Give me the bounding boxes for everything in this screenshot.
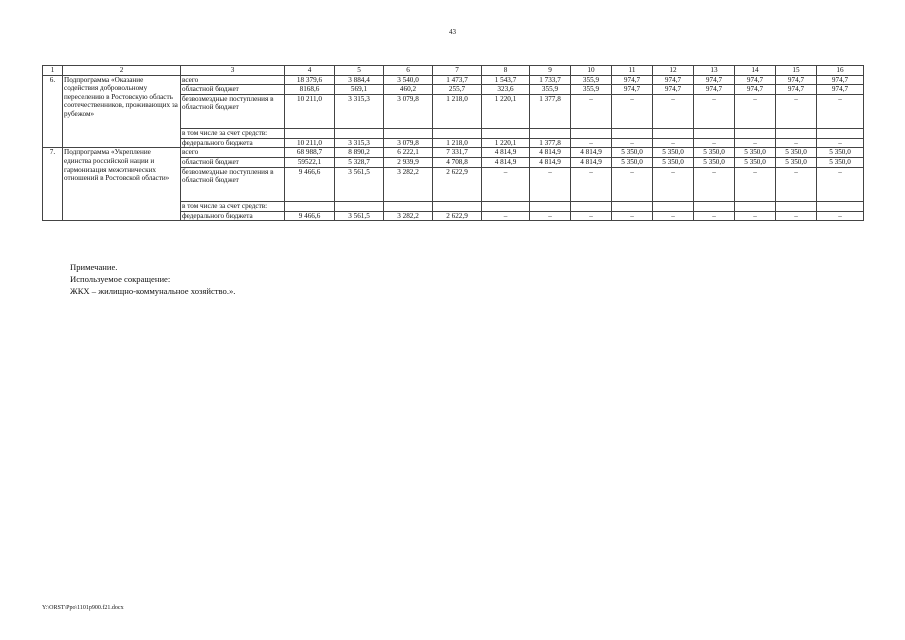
column-header: 1 bbox=[43, 66, 63, 76]
amount-cell: 974,7 bbox=[653, 85, 694, 95]
amount-cell: 355,9 bbox=[571, 85, 612, 95]
amount-cell: 8 890,2 bbox=[335, 148, 384, 158]
amount-cell: 6 222,1 bbox=[384, 148, 433, 158]
amount-cell: 5 328,7 bbox=[335, 157, 384, 167]
budget-table bbox=[42, 65, 864, 221]
amount-cell: 1 377,8 bbox=[530, 94, 571, 128]
amount-cell bbox=[612, 201, 653, 211]
funding-source: областной бюджет bbox=[181, 85, 285, 95]
amount-cell bbox=[817, 201, 864, 211]
amount-cell: 569,1 bbox=[335, 85, 384, 95]
amount-cell bbox=[776, 201, 817, 211]
amount-cell bbox=[653, 201, 694, 211]
amount-cell: 1 733,7 bbox=[530, 75, 571, 85]
amount-cell: 5 350,0 bbox=[817, 148, 864, 158]
amount-cell: 4 708,8 bbox=[433, 157, 482, 167]
amount-cell: 2 622,9 bbox=[433, 167, 482, 201]
amount-cell bbox=[612, 129, 653, 139]
amount-cell bbox=[335, 129, 384, 139]
amount-cell: 8168,6 bbox=[285, 85, 335, 95]
column-header: 13 bbox=[694, 66, 735, 76]
amount-cell: 974,7 bbox=[817, 85, 864, 95]
amount-cell: 974,7 bbox=[694, 75, 735, 85]
amount-cell: 1 377,8 bbox=[530, 138, 571, 148]
column-header: 10 bbox=[571, 66, 612, 76]
amount-cell: 5 350,0 bbox=[694, 148, 735, 158]
amount-cell: – bbox=[571, 211, 612, 221]
amount-cell: 1 220,1 bbox=[482, 138, 530, 148]
funding-source: всего bbox=[181, 148, 285, 158]
amount-cell: – bbox=[571, 138, 612, 148]
amount-cell: – bbox=[776, 138, 817, 148]
amount-cell bbox=[530, 201, 571, 211]
amount-cell: 3 282,2 bbox=[384, 167, 433, 201]
amount-cell: – bbox=[776, 167, 817, 201]
column-header: 7 bbox=[433, 66, 482, 76]
program-name: Подпрограмма «Укрепление единства российской нации и гармонизация межэтнических отношений в Ростовской области» bbox=[63, 148, 181, 221]
amount-cell bbox=[384, 201, 433, 211]
amount-cell bbox=[433, 129, 482, 139]
column-header: 12 bbox=[653, 66, 694, 76]
column-header: 3 bbox=[181, 66, 285, 76]
funding-source: безвозмездные поступления в областной бюджет bbox=[181, 167, 285, 201]
amount-cell: 974,7 bbox=[612, 75, 653, 85]
amount-cell bbox=[735, 201, 776, 211]
amount-cell: 4 814,9 bbox=[482, 157, 530, 167]
amount-cell bbox=[694, 201, 735, 211]
amount-cell bbox=[384, 129, 433, 139]
program-name: Подпрограмма «Оказание содействия добровольному переселению в Ростовскую область соотечественников, проживающих за рубежом» bbox=[63, 75, 181, 148]
amount-cell: 974,7 bbox=[776, 85, 817, 95]
amount-cell: 10 211,0 bbox=[285, 94, 335, 128]
amount-cell: 5 350,0 bbox=[735, 148, 776, 158]
column-header: 5 bbox=[335, 66, 384, 76]
table-row bbox=[43, 75, 864, 85]
amount-cell: 3 282,2 bbox=[384, 211, 433, 221]
amount-cell: – bbox=[694, 167, 735, 201]
amount-cell: 1 218,0 bbox=[433, 138, 482, 148]
amount-cell: 3 561,5 bbox=[335, 167, 384, 201]
funding-source: безвозмездные поступления в областной бюджет bbox=[181, 94, 285, 128]
amount-cell bbox=[433, 201, 482, 211]
amount-cell: 4 814,9 bbox=[530, 148, 571, 158]
amount-cell: 5 350,0 bbox=[612, 148, 653, 158]
column-header: 14 bbox=[735, 66, 776, 76]
amount-cell: – bbox=[694, 94, 735, 128]
amount-cell: – bbox=[482, 167, 530, 201]
column-header: 4 bbox=[285, 66, 335, 76]
amount-cell: 4 814,9 bbox=[571, 157, 612, 167]
amount-cell: 255,7 bbox=[433, 85, 482, 95]
amount-cell: – bbox=[612, 167, 653, 201]
amount-cell: – bbox=[694, 211, 735, 221]
amount-cell: – bbox=[817, 167, 864, 201]
amount-cell: 355,9 bbox=[571, 75, 612, 85]
amount-cell bbox=[285, 201, 335, 211]
amount-cell: 2 939,9 bbox=[384, 157, 433, 167]
amount-cell: – bbox=[653, 167, 694, 201]
amount-cell: 3 540,0 bbox=[384, 75, 433, 85]
amount-cell bbox=[694, 129, 735, 139]
amount-cell: – bbox=[530, 167, 571, 201]
program-number: 6. bbox=[43, 75, 63, 148]
amount-cell: 3 079,8 bbox=[384, 138, 433, 148]
amount-cell: 1 220,1 bbox=[482, 94, 530, 128]
column-header: 16 bbox=[817, 66, 864, 76]
funding-source: федерального бюджета bbox=[181, 211, 285, 221]
amount-cell: 323,6 bbox=[482, 85, 530, 95]
amount-cell: 1 473,7 bbox=[433, 75, 482, 85]
amount-cell: 5 350,0 bbox=[776, 148, 817, 158]
funding-source: областной бюджет bbox=[181, 157, 285, 167]
amount-cell: 5 350,0 bbox=[817, 157, 864, 167]
amount-cell: – bbox=[571, 94, 612, 128]
amount-cell: 974,7 bbox=[653, 75, 694, 85]
table-body bbox=[43, 75, 864, 221]
amount-cell bbox=[335, 201, 384, 211]
amount-cell: 3 079,8 bbox=[384, 94, 433, 128]
amount-cell: 974,7 bbox=[735, 85, 776, 95]
amount-cell: 5 350,0 bbox=[653, 157, 694, 167]
amount-cell: – bbox=[482, 211, 530, 221]
amount-cell bbox=[653, 129, 694, 139]
amount-cell: 59522,1 bbox=[285, 157, 335, 167]
amount-cell: – bbox=[776, 211, 817, 221]
amount-cell: – bbox=[530, 211, 571, 221]
amount-cell bbox=[571, 129, 612, 139]
amount-cell: 974,7 bbox=[735, 75, 776, 85]
amount-cell: 4 814,9 bbox=[482, 148, 530, 158]
amount-cell: 3 561,5 bbox=[335, 211, 384, 221]
amount-cell: – bbox=[612, 138, 653, 148]
amount-cell bbox=[776, 129, 817, 139]
note-abbreviation: ЖКХ – жилищно-коммунальное хозяйство.». bbox=[70, 286, 236, 296]
amount-cell: 4 814,9 bbox=[571, 148, 612, 158]
amount-cell: 5 350,0 bbox=[735, 157, 776, 167]
amount-cell bbox=[735, 129, 776, 139]
amount-cell: – bbox=[817, 211, 864, 221]
table-header-row bbox=[43, 66, 864, 76]
amount-cell bbox=[817, 129, 864, 139]
amount-cell: – bbox=[571, 167, 612, 201]
amount-cell bbox=[571, 201, 612, 211]
column-header: 9 bbox=[530, 66, 571, 76]
amount-cell: 1 218,0 bbox=[433, 94, 482, 128]
page-number: 43 bbox=[449, 28, 456, 36]
amount-cell: 460,2 bbox=[384, 85, 433, 95]
amount-cell: – bbox=[653, 94, 694, 128]
column-header: 8 bbox=[482, 66, 530, 76]
amount-cell: – bbox=[735, 138, 776, 148]
amount-cell: – bbox=[612, 211, 653, 221]
amount-cell: 3 884,4 bbox=[335, 75, 384, 85]
amount-cell: 355,9 bbox=[530, 85, 571, 95]
column-header: 15 bbox=[776, 66, 817, 76]
table-row bbox=[43, 148, 864, 158]
amount-cell: 974,7 bbox=[776, 75, 817, 85]
amount-cell: 5 350,0 bbox=[612, 157, 653, 167]
file-path-footer: Y:\ORST\Ppo\1101p900.f21.docx bbox=[42, 605, 124, 611]
amount-cell: 974,7 bbox=[612, 85, 653, 95]
amount-cell: 3 315,3 bbox=[335, 138, 384, 148]
amount-cell: – bbox=[653, 211, 694, 221]
note-block bbox=[70, 261, 235, 297]
note-title: Примечание. bbox=[70, 262, 118, 272]
amount-cell: – bbox=[735, 167, 776, 201]
column-header: 2 bbox=[63, 66, 181, 76]
amount-cell: – bbox=[694, 138, 735, 148]
amount-cell: 5 350,0 bbox=[653, 148, 694, 158]
amount-cell bbox=[482, 201, 530, 211]
funding-source: всего bbox=[181, 75, 285, 85]
funding-source: федерального бюджета bbox=[181, 138, 285, 148]
amount-cell bbox=[530, 129, 571, 139]
amount-cell: – bbox=[735, 211, 776, 221]
note-subtitle: Используемое сокращение: bbox=[70, 274, 171, 284]
amount-cell: – bbox=[817, 94, 864, 128]
column-header: 6 bbox=[384, 66, 433, 76]
amount-cell: 3 315,3 bbox=[335, 94, 384, 128]
amount-cell bbox=[482, 129, 530, 139]
amount-cell: – bbox=[817, 138, 864, 148]
amount-cell: 9 466,6 bbox=[285, 211, 335, 221]
amount-cell: 1 543,7 bbox=[482, 75, 530, 85]
program-number: 7. bbox=[43, 148, 63, 221]
column-header: 11 bbox=[612, 66, 653, 76]
amount-cell: – bbox=[612, 94, 653, 128]
funding-source: в том числе за счет средств: bbox=[181, 201, 285, 211]
amount-cell: 5 350,0 bbox=[694, 157, 735, 167]
amount-cell: 7 331,7 bbox=[433, 148, 482, 158]
amount-cell: 974,7 bbox=[694, 85, 735, 95]
amount-cell: 974,7 bbox=[817, 75, 864, 85]
amount-cell: 10 211,0 bbox=[285, 138, 335, 148]
funding-source: в том числе за счет средств: bbox=[181, 129, 285, 139]
amount-cell: 9 466,6 bbox=[285, 167, 335, 201]
amount-cell: 2 622,9 bbox=[433, 211, 482, 221]
amount-cell: 5 350,0 bbox=[776, 157, 817, 167]
amount-cell: – bbox=[653, 138, 694, 148]
amount-cell: 18 379,6 bbox=[285, 75, 335, 85]
amount-cell bbox=[285, 129, 335, 139]
amount-cell: – bbox=[776, 94, 817, 128]
amount-cell: 4 814,9 bbox=[530, 157, 571, 167]
amount-cell: 68 988,7 bbox=[285, 148, 335, 158]
amount-cell: – bbox=[735, 94, 776, 128]
